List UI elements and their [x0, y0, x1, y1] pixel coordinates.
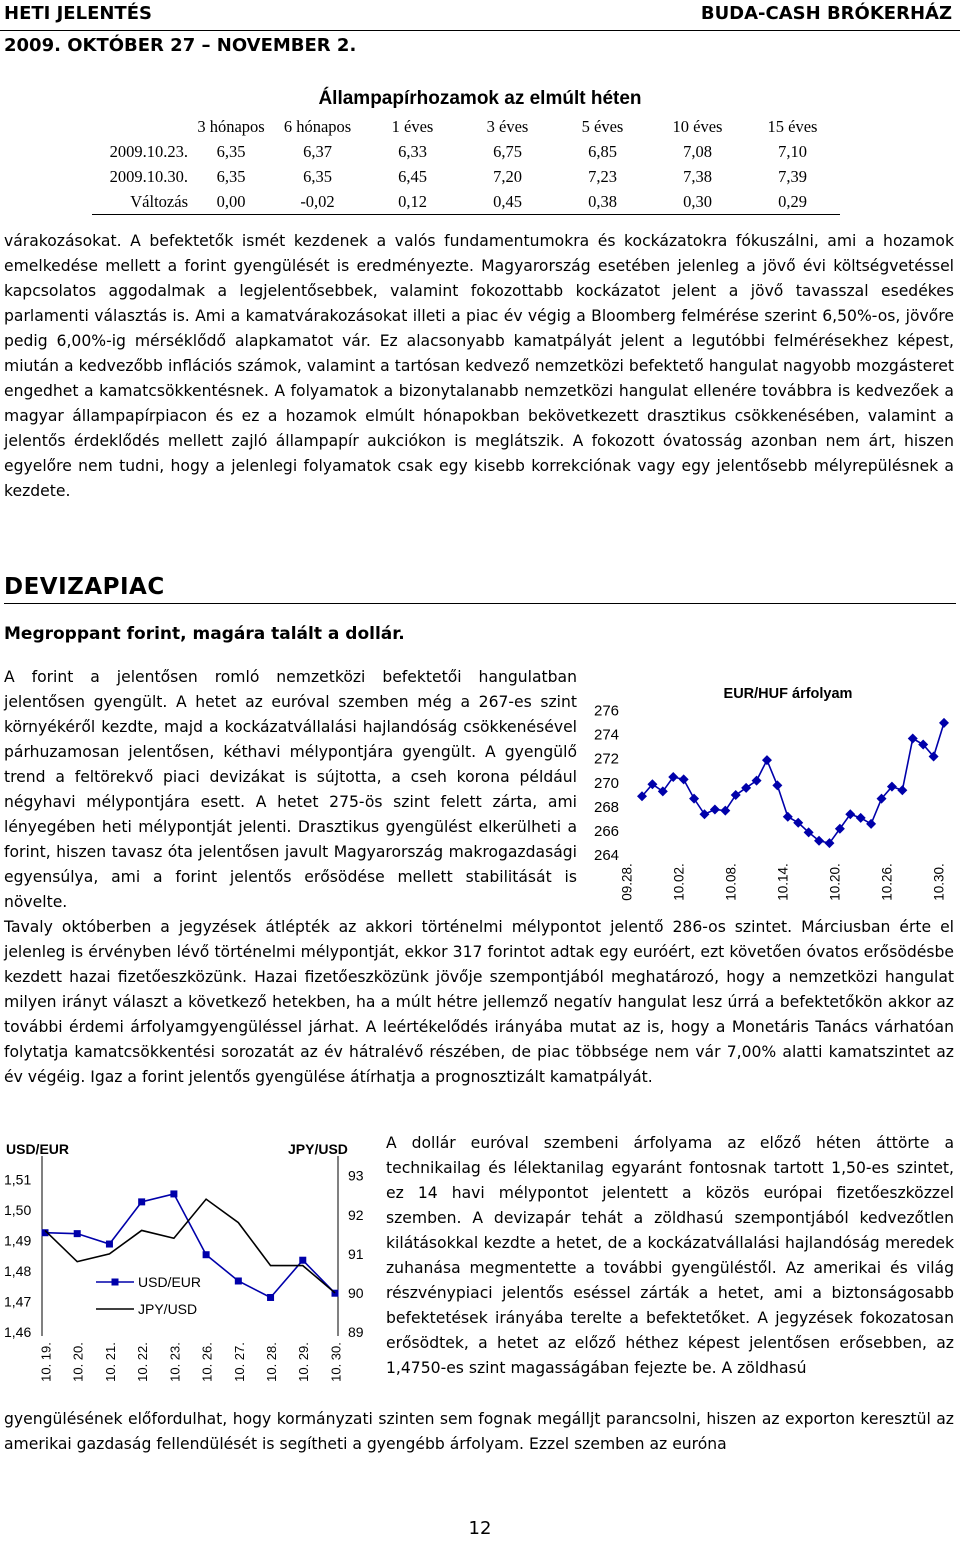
data-point — [267, 1294, 274, 1301]
x-tick-label: 10.30. — [931, 863, 947, 901]
table-cell: 0,45 — [460, 189, 555, 215]
table-header-cell: 1 éves — [391, 116, 434, 136]
table-row — [92, 189, 840, 215]
table-cell: 0,00 — [192, 189, 270, 215]
x-tick-label: 10. 27. — [231, 1342, 247, 1382]
data-point — [783, 812, 793, 822]
table-header-cell: 6 hónapos — [283, 116, 352, 136]
data-point — [699, 809, 709, 819]
table-cell: 6,75 — [493, 141, 522, 161]
table-row — [92, 164, 840, 189]
yield-table — [92, 114, 840, 215]
table-header-cell: 5 éves — [581, 116, 624, 136]
data-point — [762, 755, 772, 765]
yield-table-title: Állampapírhozamok az elmúlt héten — [318, 88, 642, 109]
x-tick-label: 10.26. — [879, 863, 895, 901]
table-cell: 0,30 — [650, 189, 745, 215]
y-axis-right-label: JPY/USD — [288, 1141, 348, 1157]
x-tick-label: 10.08. — [723, 863, 739, 901]
section-subtitle: Megroppant forint, magára talált a dollár. — [4, 624, 405, 644]
data-point — [908, 733, 918, 743]
data-point — [710, 804, 720, 814]
dollar-continuation-paragraph: gyengülésének előfordulhat, hogy kormányzati szinten sem fognak megálljt parancsolni, hiszen az exporton keresztül az amerikai gazdaság fellendülését is segítheti a gyengébb árfolyam. Ezzel szemben az euróna — [4, 1410, 954, 1453]
table-header-cell: 3 éves — [486, 116, 529, 136]
table-cell: 0,38 — [555, 189, 650, 215]
data-point — [897, 785, 907, 795]
section-rule — [4, 603, 956, 604]
y-left-tick-label: 1,49 — [4, 1232, 32, 1249]
table-cell: 7,10 — [778, 141, 807, 161]
report-date-range: 2009. OKTÓBER 27 – NOVEMBER 2. — [4, 35, 357, 56]
x-tick-label: 10. 29. — [296, 1342, 312, 1382]
x-tick-label: 10. 19. — [38, 1342, 54, 1382]
table-cell: 2009.10.30. — [109, 166, 188, 186]
table-cell: 7,39 — [778, 166, 807, 186]
series-line — [642, 723, 944, 843]
data-point — [866, 819, 876, 829]
y-tick-label: 264 — [594, 846, 620, 864]
page-number: 12 — [468, 1518, 492, 1539]
data-point — [203, 1251, 210, 1258]
report-title: HETI JELENTÉS — [4, 3, 152, 24]
table-cell: 6,33 — [398, 141, 427, 161]
data-point — [689, 794, 699, 804]
table-header-cell: 10 éves — [672, 116, 723, 136]
y-tick-label: 276 — [594, 702, 620, 720]
table-cell: 7,38 — [683, 166, 712, 186]
bond-market-paragraph: várakozásokat. A befektetők ismét kezdenek a valós fundamentumokra és kockázatokra fókuszálni, ami a hozamok emelkedése mellett a forint gyengülését is eredményezte. Magyarország esetében jelenleg a jövő évi költségvetéssel kapcsolatos aggodalmak a legjelentősebbek, valamint fokozottabb kockázatot jelent a jövő tavasszal esedékes parlamenti választás is. Ami a kamatvárakozásokat illeti a piac év végig a Bloomberg felmérése szerint 6,50%-os, jövőre pedig 6,00%-ig mérséklődő alapkamatot vár. Ez alacsonyabb kamatpályát jelent a legutóbbi felmérésekhez képest, miután a kedvezőbb inflációs számok, valamint a tartósan kedvező nemzetközi befektető hangulat nagyobb mozgásteret engedhet a kamatcsökkentésnek. A folyamatok a bizonytalanabb nemzetközi hangulat ellenére továbbra is kedvezőek a magyar állampapírpiacon és ez a hozamok elmúlt hónapokban bekövetkezett drasztikus csökkenésében, valamint a jelentős érdeklődés mellett zajló állampapír aukciókon is meglátszik. A fokozott óvatosság azonban nem árt, hiszen egyelőre nem tudni, hogy a jelenlegi folyamatok csak egy kisebb korrekciónak vagy egy jelentősebb mélyrepülésnek a kezdete. — [4, 232, 954, 500]
data-point — [856, 813, 866, 823]
data-point — [772, 780, 782, 790]
x-tick-label: 10.02. — [671, 863, 687, 901]
table-cell: 7,23 — [588, 166, 617, 186]
data-point — [74, 1230, 81, 1237]
legend-label: USD/EUR — [138, 1274, 202, 1290]
table-cell: 6,35 — [303, 166, 332, 186]
data-point — [299, 1257, 306, 1264]
dollar-paragraph: A dollár euróval szembeni árfolyama az előző héten áttörte a technikailag és lélektanilag egyaránt fontosnak tartott 1,50-es szintet, ez 14 havi mélypontot jelentett a közös európai fizetőeszközzel szemben. A devizapár tehát a zöldhasú szempontjából kedvezőtlen kilátásokkal kezdte a hetet, de a kockázatvállalási hajlandóság meredek zuhanása megmentette a további gyengüléstől. Az amerikai és világ részvénypiaci jelentős eséssel zárták a hetet, ami a biztonságosabb befektetések irányába terelte a befektetőket. A jegyzések fokozatosan erősödtek, a hetet az előző héthez képest jelentősen erősebben, az 1,4750-es szint magasságában fejezte be. A zöldhasú — [386, 1134, 954, 1377]
table-cell: 0,12 — [365, 189, 460, 215]
eur-huf-chart — [588, 676, 960, 912]
table-cell: 6,45 — [398, 166, 427, 186]
data-point — [170, 1190, 177, 1197]
x-tick-label: 10. 28. — [263, 1342, 279, 1382]
table-cell: 6,35 — [216, 141, 246, 161]
x-tick-label: 10. 22. — [135, 1342, 151, 1382]
table-cell: 6,85 — [588, 141, 617, 161]
y-left-tick-label: 1,51 — [4, 1171, 32, 1188]
x-tick-label: 10. 20. — [70, 1342, 86, 1382]
table-row — [92, 139, 840, 164]
data-point — [752, 776, 762, 786]
y-right-tick-label: 90 — [348, 1284, 364, 1301]
table-cell: 7,08 — [683, 141, 712, 161]
data-point — [106, 1241, 113, 1248]
x-tick-label: 10. 23. — [167, 1342, 183, 1382]
legend-label: JPY/USD — [138, 1301, 198, 1317]
data-point — [679, 774, 689, 784]
table-header-cell: 15 éves — [767, 116, 818, 136]
y-tick-label: 268 — [594, 798, 620, 816]
table-cell: Változás — [92, 189, 192, 215]
y-right-tick-label: 93 — [348, 1167, 364, 1184]
x-tick-label: 10.20. — [827, 863, 843, 901]
x-tick-label: 10. 26. — [199, 1342, 215, 1382]
section-title: DEVIZAPIAC — [4, 574, 165, 600]
data-point — [731, 790, 741, 800]
table-cell: -0,02 — [270, 189, 365, 215]
forint-paragraph: A forint a jelentősen romló nemzetközi befektetői hangulatban jelentősen gyengült. A hetet az euróval szemben még a 267-es szint környékéről kezdte, majd a kockázatvállalási hajlandóság csökkenésével párhuzamosan jelentősen, kéthavi mélypontjára gyengült. A gyengülő trend a feltörekvő piaci devizákat is sújtotta, a cseh korona például négyhavi mélypontjára esett. A hetet 275-ös szint felett zárta, ami lényegében heti mélypontját jelenti. Drasztikus gyengülést elkerülheti a forint, hiszen tavasz óta jelentősen javult Magyarország makrogazdasági egyensúlya, ami a forint jelentős erősödése mellett stabilitását is növelte. — [4, 668, 577, 911]
usd-eur-jpy-usd-chart — [2, 1134, 374, 1396]
table-cell: 7,20 — [493, 166, 522, 186]
table-cell: 6,37 — [303, 141, 332, 161]
data-point — [939, 718, 949, 728]
y-tick-label: 272 — [594, 750, 620, 768]
y-left-tick-label: 1,50 — [4, 1201, 32, 1218]
y-axis-left-label: USD/EUR — [6, 1141, 70, 1157]
data-point — [138, 1198, 145, 1205]
y-tick-label: 266 — [594, 822, 620, 840]
table-header-cell — [92, 114, 192, 139]
legend-marker — [112, 1279, 119, 1286]
x-tick-label: 10. 21. — [102, 1342, 118, 1382]
y-left-tick-label: 1,46 — [4, 1324, 32, 1340]
table-header-cell: 3 hónapos — [197, 116, 265, 136]
forint-outlook-paragraph: Tavaly októberben a jegyzések átlépték az akkori történelmi mélypontot jelentő 286-os szintet. Márciusban érte el jelenleg is érvényben lévő történelmi mélypontját, ekkor 317 forintot adtak egy euróért, ezt követően óvatos erősödésbe kezdett hazai fizetőeszközünk. Hazai fizetőeszközünk jövője szempontjából meghatározó, hogy a nemzetközi hangulat milyen irányt választ a következő hetekben, ha a múlt hétre jellemző negatív hangulat lesz úrrá a befektetőkön akkor az további érdemi árfolyamgyengüléssel járhat. A leértékelődés irányába mutat az is, hogy a Monetáris Tanács várhatóan folytatja kamatcsökkentési sorozatát az év hátralévő részében, de piac többsége nem vár 7,00% alatti kamatszintet az év végéig. Igaz a forint jelentős gyengülése átírhatja a prognosztizált kamatpályát. — [4, 918, 954, 1086]
y-tick-label: 274 — [594, 726, 620, 744]
x-tick-label: 10.14. — [775, 863, 791, 901]
data-point — [741, 783, 751, 793]
table-cell: 0,29 — [745, 189, 840, 215]
x-tick-label: 10. 30. — [328, 1342, 344, 1382]
data-point — [235, 1277, 242, 1284]
chart-title: EUR/HUF árfolyam — [723, 686, 853, 702]
y-right-tick-label: 89 — [348, 1324, 364, 1340]
y-right-tick-label: 92 — [348, 1206, 364, 1223]
y-left-tick-label: 1,48 — [4, 1262, 32, 1279]
header-rule — [0, 30, 960, 31]
y-right-tick-label: 91 — [348, 1245, 364, 1262]
table-cell: 6,35 — [216, 166, 246, 186]
y-tick-label: 270 — [594, 774, 620, 792]
y-left-tick-label: 1,47 — [4, 1293, 32, 1310]
broker-name: BUDA-CASH BRÓKERHÁZ — [700, 3, 952, 24]
data-point — [720, 806, 730, 816]
yield-table-header-row — [92, 114, 840, 139]
x-tick-label: 09.28. — [619, 863, 635, 901]
table-cell: 2009.10.23. — [109, 141, 188, 161]
